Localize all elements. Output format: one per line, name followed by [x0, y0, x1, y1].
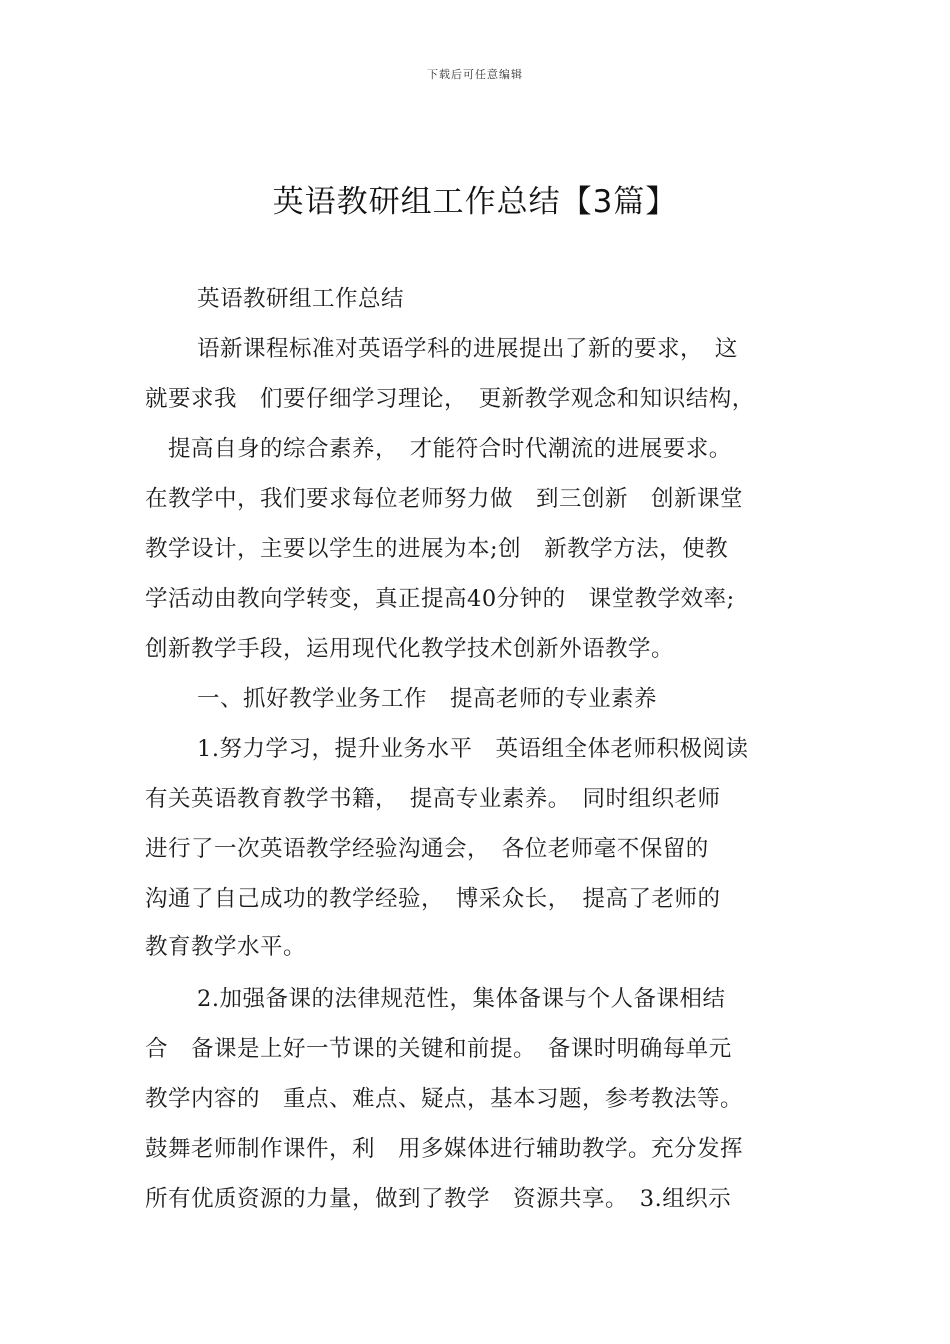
body-line: 2.加强备课的法律规范性，集体备课与个人备课相结 — [197, 986, 726, 1012]
body-line: 有关英语教育教学书籍， 提高专业素养。 同时组织老师 — [145, 786, 721, 812]
body-line: 在教学中，我们要求每位老师努力做 到三创新 创新课堂 — [145, 486, 744, 512]
body-line: 学活动由教向学转变，真正提高40分钟的 课堂教学效率; — [145, 586, 735, 612]
body-line: 教学内容的 重点、难点、疑点，基本习题，参考教法等。 — [145, 1086, 744, 1112]
body-line: 所有优质资源的力量，做到了教学 资源共享。 3.组织示 — [145, 1186, 732, 1212]
body-line: 合 备课是上好一节课的关键和前提。 备课时明确每单元 — [145, 1036, 732, 1062]
body-line: 1.努力学习，提升业务水平 英语组全体老师积极阅读 — [197, 736, 749, 762]
body-line: 提高自身的综合素养， 才能符合时代潮流的进展要求。 — [145, 436, 732, 462]
body-line: 鼓舞老师制作课件，利 用多媒体进行辅助教学。充分发挥 — [145, 1136, 744, 1162]
body-line: 创新教学手段，运用现代化教学技术创新外语教学。 — [145, 636, 675, 662]
section-heading: 英语教研组工作总结 — [197, 286, 405, 312]
header-note: 下载后可任意编辑 — [427, 68, 523, 81]
body-line: 教育教学水平。 — [145, 934, 307, 960]
body-line: 沟通了自己成功的教学经验， 博采众长， 提高了老师的 — [145, 886, 721, 912]
body-line: 进行了一次英语教学经验沟通会， 各位老师毫不保留的 — [145, 836, 709, 862]
section-heading: 一、抓好教学业务工作 提高老师的专业素养 — [197, 686, 658, 712]
body-line: 语新课程标准对英语学科的进展提出了新的要求， 这 — [197, 336, 738, 362]
body-line: 就要求我 们要仔细学习理论， 更新教学观念和知识结构， — [145, 386, 755, 412]
document-title: 英语教研组工作总结【3篇】 — [272, 184, 678, 220]
body-line: 教学设计，主要以学生的进展为本;创 新教学方法，使教 — [145, 536, 729, 562]
